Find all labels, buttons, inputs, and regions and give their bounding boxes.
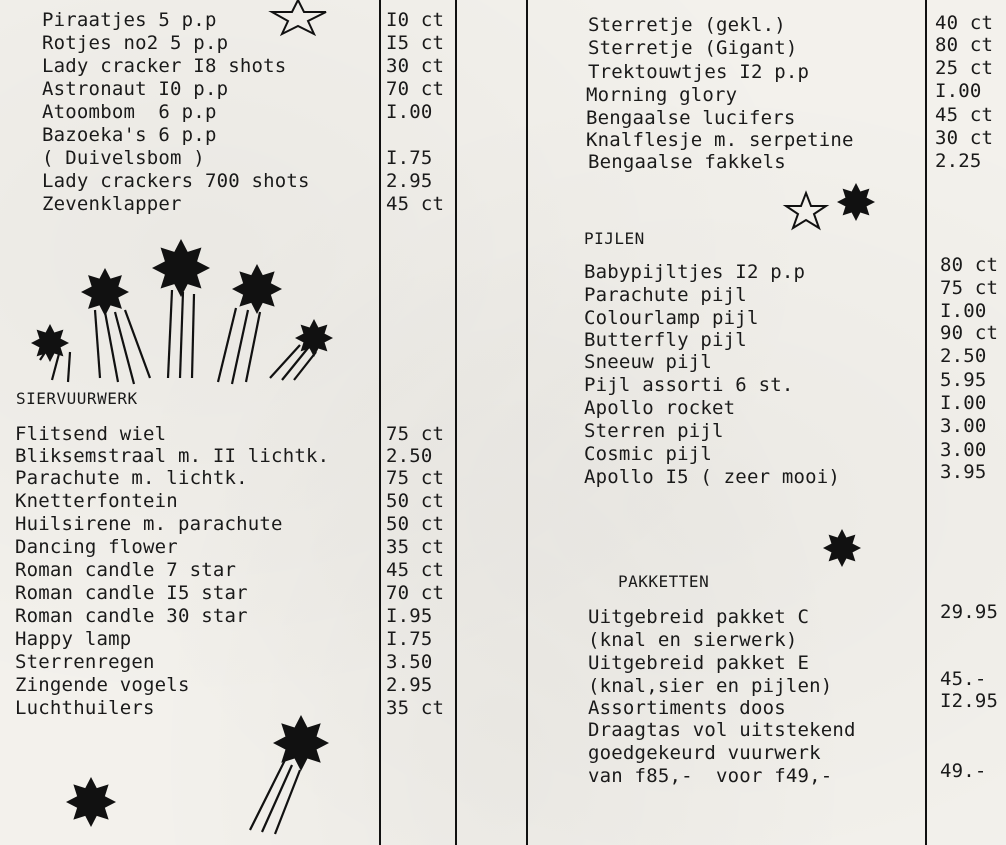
list-item-name: Babypijltjes I2 p.p	[584, 261, 806, 283]
list-item-name: Morning glory	[586, 84, 738, 106]
list-item-name: Pijl assorti 6 st.	[584, 374, 794, 396]
package-line: van f85,- voor f49,-	[588, 765, 833, 787]
list-item-price: 2.50	[940, 345, 987, 367]
list-item-name: Lady crackers 700 shots	[42, 170, 310, 192]
list-item-price: 2.50	[386, 445, 433, 467]
list-item-price: I.00	[940, 300, 987, 322]
section-heading-pakketten: PAKKETTEN	[618, 572, 710, 591]
list-item-price: 50 ct	[386, 490, 445, 512]
section-heading-pijlen: PIJLEN	[584, 229, 645, 248]
package-price: I2.95	[940, 690, 999, 712]
list-item-name: Apollo I5 ( zeer mooi)	[584, 466, 841, 488]
list-item-name: Roman candle 30 star	[15, 605, 248, 627]
list-item-name: Bliksemstraal m. II lichtk.	[15, 445, 330, 467]
list-item-name: Zevenklapper	[42, 193, 182, 215]
list-item-name: Sterretje (Gigant)	[588, 37, 798, 59]
package-line: Uitgebreid pakket C	[588, 606, 810, 628]
list-item-name: Rotjes no2 5 p.p	[42, 32, 229, 54]
list-item-price: I.00	[935, 80, 982, 102]
list-item-name: Trektouwtjes I2 p.p	[588, 61, 810, 83]
list-item-price: 2.95	[386, 674, 433, 696]
list-item-name: Happy lamp	[15, 628, 132, 650]
list-item-name: Cosmic pijl	[584, 443, 713, 465]
list-item-price: 70 ct	[386, 78, 445, 100]
list-item-price: I.95	[386, 605, 433, 627]
package-line: Uitgebreid pakket E	[588, 652, 810, 674]
package-line: Assortiments doos	[588, 697, 786, 719]
list-item-price: 75 ct	[386, 467, 445, 489]
list-item-name: Roman candle I5 star	[15, 582, 248, 604]
list-item-name: Knalflesje m. serpetine	[586, 129, 854, 151]
list-item-name: Atoombom 6 p.p	[42, 101, 217, 123]
list-item-price: 80 ct	[940, 254, 999, 276]
list-item-name: Parachute pijl	[584, 284, 747, 306]
package-line: (knal en sierwerk)	[588, 629, 798, 651]
list-item-name: Parachute m. lichtk.	[15, 467, 248, 489]
list-item-name: Luchthuilers	[15, 697, 155, 719]
column-divider-left-price	[379, 0, 381, 845]
list-item-name: Apollo rocket	[584, 397, 736, 419]
list-item-name: Colourlamp pijl	[584, 307, 759, 329]
list-item-name: Piraatjes 5 p.p	[42, 9, 217, 31]
list-item-name: ( Duivelsbom )	[42, 147, 205, 169]
list-item-price: 35 ct	[386, 536, 445, 558]
list-item-price: 50 ct	[386, 513, 445, 535]
list-item-name: Dancing flower	[15, 536, 178, 558]
list-item-name: Bazoeka's 6 p.p	[42, 124, 217, 146]
list-item-price: 45 ct	[386, 559, 445, 581]
list-item-price: 45 ct	[935, 104, 994, 126]
column-divider-left-edge	[455, 0, 457, 845]
list-item-name: Flitsend wiel	[15, 423, 167, 445]
list-item-price: 40 ct	[935, 12, 994, 34]
list-item-price: I.00	[386, 101, 433, 123]
list-item-name: Knetterfontein	[15, 490, 178, 512]
list-item-name: Sterren pijl	[584, 420, 724, 442]
list-item-name: Sterretje (gekl.)	[588, 14, 786, 36]
list-item-price: 30 ct	[386, 55, 445, 77]
column-divider-right-price	[925, 0, 927, 845]
list-item-name: Huilsirene m. parachute	[15, 513, 283, 535]
package-line: Draagtas vol uitstekend	[588, 719, 856, 741]
list-item-price: 30 ct	[935, 127, 994, 149]
package-line: (knal,sier en pijlen)	[588, 675, 833, 697]
list-item-price: I5 ct	[386, 32, 445, 54]
section-heading-siervuurwerk: SIERVUURWERK	[16, 389, 138, 408]
list-item-price: 90 ct	[940, 322, 999, 344]
list-item-price: 45 ct	[386, 193, 445, 215]
list-item-name: Zingende vogels	[15, 674, 190, 696]
column-divider-center	[526, 0, 528, 845]
list-item-name: Roman candle 7 star	[15, 559, 237, 581]
list-item-name: Sneeuw pijl	[584, 351, 713, 373]
list-item-price: I.00	[940, 392, 987, 414]
package-price: 49.-	[940, 760, 987, 782]
list-item-name: Lady cracker I8 shots	[42, 55, 287, 77]
list-item-price: 75 ct	[386, 423, 445, 445]
list-item-price: I0 ct	[386, 9, 445, 31]
list-item-price: 35 ct	[386, 697, 445, 719]
list-item-price: 2.95	[386, 170, 433, 192]
list-item-price: I.75	[386, 628, 433, 650]
package-price: 29.95	[940, 601, 999, 623]
list-item-name: Sterrenregen	[15, 651, 155, 673]
list-item-price: 75 ct	[940, 277, 999, 299]
list-item-price: 3.00	[940, 439, 987, 461]
list-item-price: 5.95	[940, 369, 987, 391]
list-item-price: 3.50	[386, 651, 433, 673]
list-item-price: 2.25	[935, 150, 982, 172]
list-item-price: 3.95	[940, 461, 987, 483]
list-item-name: Butterfly pijl	[584, 329, 747, 351]
package-line: goedgekeurd vuurwerk	[588, 742, 821, 764]
list-item-price: I.75	[386, 147, 433, 169]
package-price: 45.-	[940, 668, 987, 690]
list-item-name: Bengaalse lucifers	[586, 107, 796, 129]
list-item-price: 70 ct	[386, 582, 445, 604]
list-item-price: 3.00	[940, 415, 987, 437]
list-item-price: 25 ct	[935, 57, 994, 79]
list-item-name: Astronaut I0 p.p	[42, 78, 229, 100]
list-item-price: 80 ct	[935, 34, 994, 56]
list-item-name: Bengaalse fakkels	[588, 151, 786, 173]
